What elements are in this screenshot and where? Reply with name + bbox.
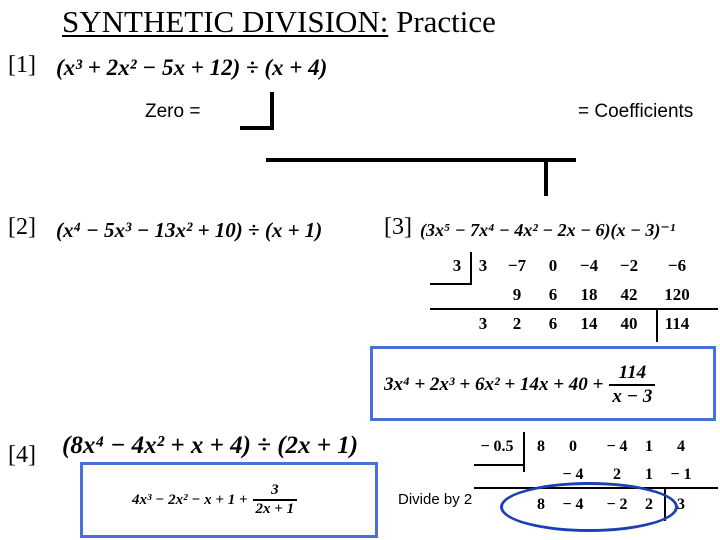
title-underlined: SYNTHETIC DIVISION: bbox=[62, 4, 389, 39]
p4-answer bbox=[132, 475, 297, 525]
p4-product: 1 bbox=[645, 466, 653, 483]
p3-remainder: 114 bbox=[664, 314, 690, 333]
divider-bottom-line bbox=[240, 126, 274, 130]
p3-result: 3 bbox=[478, 314, 488, 333]
p3-coef: −4 bbox=[579, 256, 599, 275]
p3-coef: 3 bbox=[478, 256, 488, 275]
p3-product: 6 bbox=[548, 285, 558, 304]
p3-answer bbox=[384, 360, 655, 410]
p3-divisor-underline bbox=[430, 283, 472, 285]
p4-answer-main: 4x³ − 2x² − x + 1 + bbox=[132, 491, 248, 508]
p3-sum-line bbox=[430, 308, 718, 310]
p4-coef: 8 bbox=[537, 438, 545, 455]
p4-product: 2 bbox=[613, 466, 621, 483]
p3-divisor: 3 bbox=[452, 256, 462, 275]
problem-3-expression: (3x⁵ − 7x⁴ − 4x² − 2x − 6)(x − 3)⁻¹ bbox=[420, 220, 676, 240]
p3-result: 2 bbox=[512, 314, 522, 333]
template-vertical-line bbox=[544, 162, 548, 196]
problem-1-expression: (x³ + 2x² − 5x + 12) ÷ (x + 4) bbox=[56, 55, 328, 80]
p3-remainder-line bbox=[656, 308, 658, 342]
p4-divisor: − 0.5 bbox=[480, 438, 514, 455]
p3-coef: −2 bbox=[619, 256, 639, 275]
template-horizontal-line bbox=[266, 158, 576, 162]
p4-divisor-underline bbox=[474, 464, 525, 466]
p4-result: 2 bbox=[645, 496, 653, 513]
divide-note: Divide by 2 bbox=[398, 491, 473, 508]
p3-answer-denominator: x − 3 bbox=[612, 386, 653, 407]
p4-product: − 1 bbox=[670, 466, 692, 483]
page-title bbox=[62, 4, 496, 40]
p4-answer-numerator: 3 bbox=[253, 482, 298, 501]
p4-coef: 1 bbox=[645, 438, 653, 455]
p4-remainder: 3 bbox=[677, 496, 685, 513]
p3-result: 40 bbox=[620, 314, 638, 333]
p4-result-highlight-oval bbox=[500, 482, 678, 532]
p4-result: − 4 bbox=[562, 496, 584, 513]
p3-coef: −7 bbox=[507, 256, 527, 275]
coefficients-label: = Coefficients bbox=[578, 101, 694, 122]
problem-4-expression: (8x⁴ − 4x² + x + 4) ÷ (2x + 1) bbox=[62, 432, 359, 459]
p3-coef: −6 bbox=[667, 256, 687, 275]
p4-answer-denominator: 2x + 1 bbox=[255, 501, 295, 517]
p4-product: − 4 bbox=[562, 466, 584, 483]
p4-coef: 4 bbox=[677, 438, 685, 455]
problem-2-expression: (x⁴ − 5x³ − 13x² + 10) ÷ (x + 1) bbox=[56, 218, 323, 242]
p4-result: − 2 bbox=[606, 496, 628, 513]
p4-coef: 0 bbox=[569, 438, 577, 455]
p3-result: 6 bbox=[548, 314, 558, 333]
p3-product: 18 bbox=[580, 285, 598, 304]
p3-product: 42 bbox=[620, 285, 638, 304]
problem-3-label: [3] bbox=[384, 214, 412, 240]
p3-product: 9 bbox=[512, 285, 522, 304]
problem-2-label: [2] bbox=[8, 214, 36, 240]
p3-result: 14 bbox=[580, 314, 598, 333]
divider-vertical-line bbox=[270, 92, 274, 130]
p3-answer-main: 3x⁴ + 2x³ + 6x² + 14x + 40 + bbox=[384, 374, 604, 395]
p3-product: 120 bbox=[664, 285, 690, 304]
p4-result: 8 bbox=[537, 496, 545, 513]
problem-1-label: [1] bbox=[8, 52, 36, 78]
p3-answer-numerator: 114 bbox=[609, 362, 655, 386]
problem-4-label: [4] bbox=[8, 442, 36, 468]
title-rest: Practice bbox=[388, 4, 496, 39]
p3-coef: 0 bbox=[548, 256, 558, 275]
zero-label: Zero = bbox=[145, 101, 201, 122]
p4-coef: − 4 bbox=[606, 438, 628, 455]
